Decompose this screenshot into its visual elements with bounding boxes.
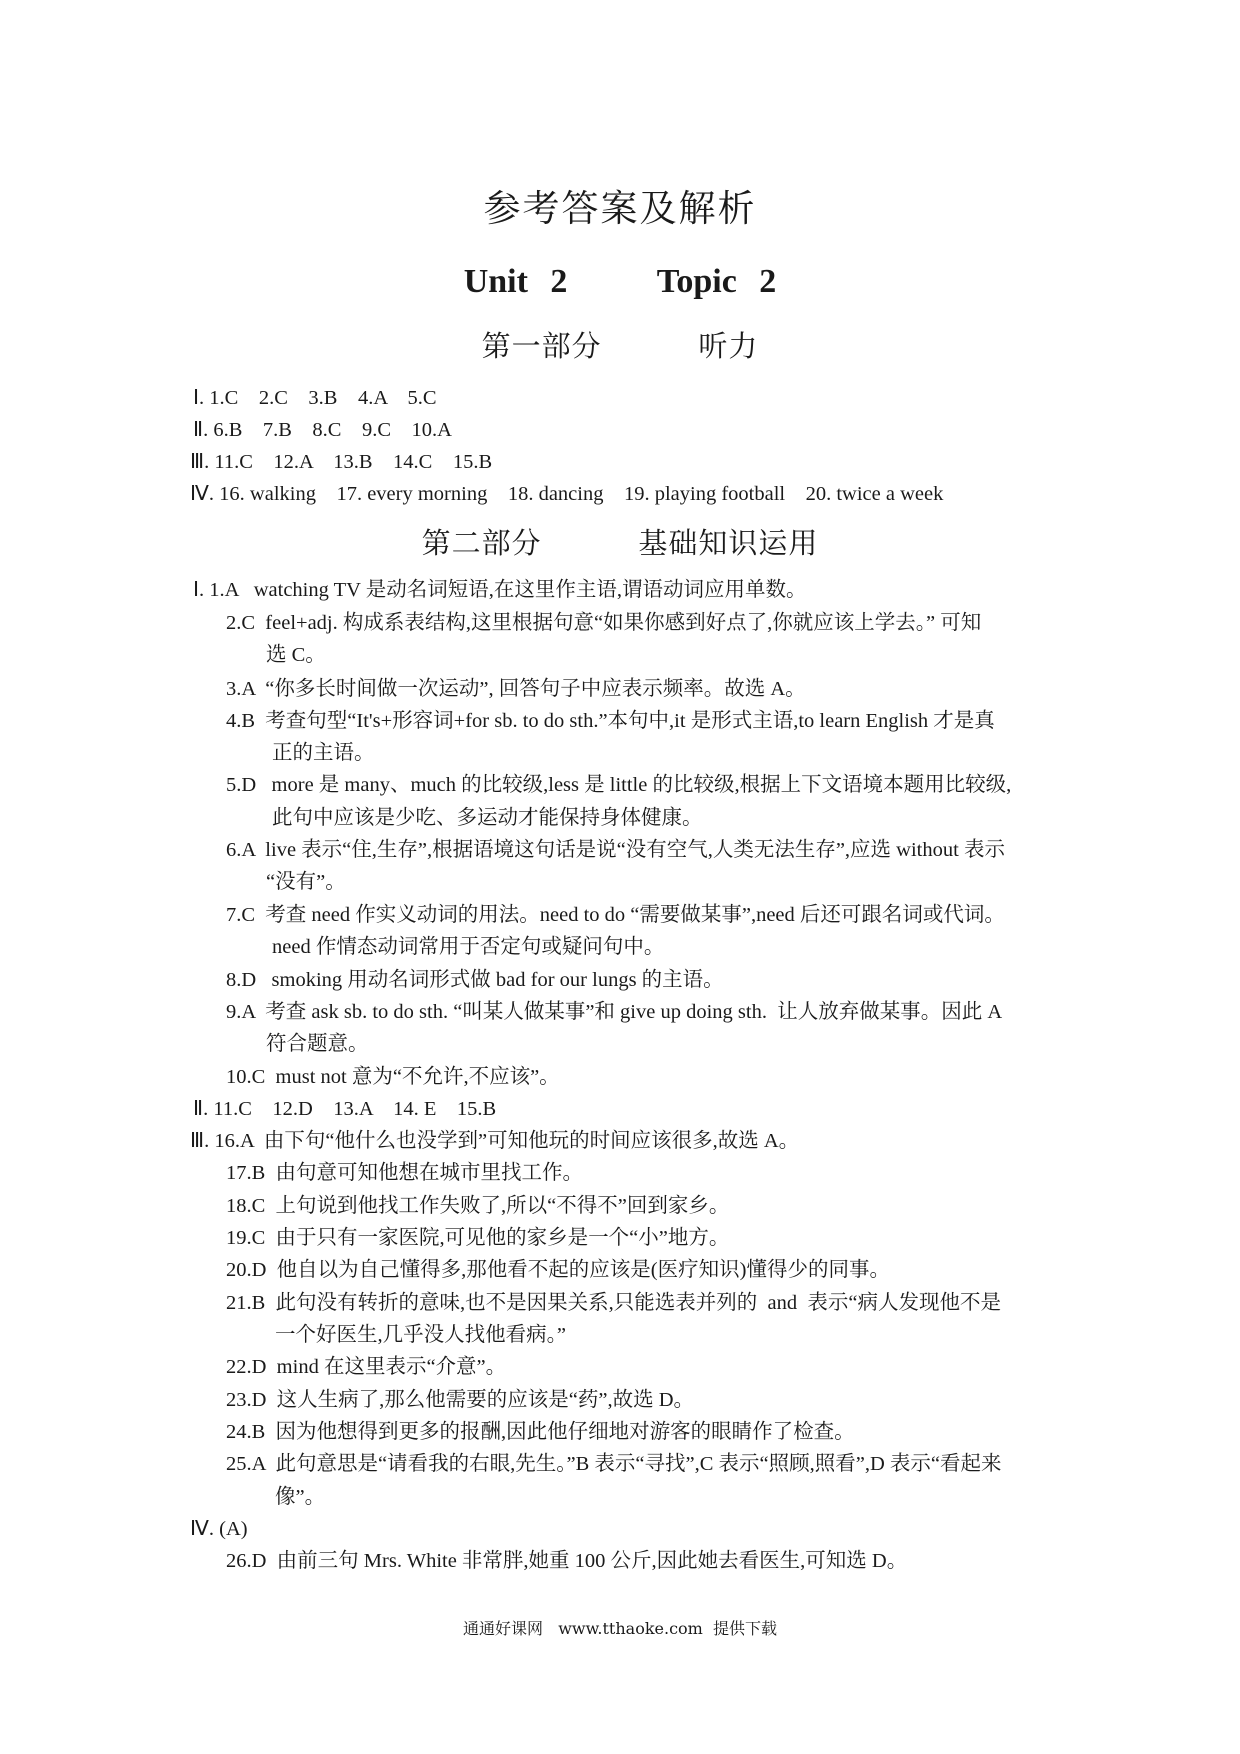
answer-line: 9.A 考查 ask sb. to do sth. “叫某人做某事”和 give up doing sth. 让人放弃做某事。因此 A — [226, 1001, 1003, 1023]
answer-line: 正的主语。 — [272, 742, 375, 764]
section-title-basics: 第二部分 基础知识运用 — [421, 526, 819, 560]
answer-line: 26.D 由前三句 Mrs. White 非常胖,她重 100 公斤,因此她去看医生,可知选 D。 — [226, 1550, 908, 1572]
answer-line: 3.A “你多长时间做一次运动”, 回答句子中应表示频率。故选 A。 — [226, 678, 806, 700]
answer-line: 18.C 上句说到他找工作失败了,所以“不得不”回到家乡。 — [226, 1195, 730, 1217]
answer-line: 像”。 — [275, 1486, 326, 1508]
answer-line: 20.D 他自以为自己懂得多,那他看不起的应该是(医疗知识)懂得少的同事。 — [226, 1259, 890, 1281]
answer-line: 符合题意。 — [266, 1033, 369, 1055]
answer-line: 7.C 考查 need 作实义动词的用法。need to do “需要做某事”,need 后还可跟名词或代词。 — [226, 904, 1005, 926]
answer-line: 4.B 考查句型“It's+形容词+for sb. to do sth.”本句中,it 是形式主语,to learn English 才是真 — [226, 710, 995, 732]
listening-line: Ⅳ. 16. walking 17. every morning 18. dancing 19. playing football 20. twice a week — [190, 483, 944, 505]
answer-line: 2.C feel+adj. 构成系表结构,这里根据句意“如果你感到好点了,你就应该上学去。” 可知 — [226, 612, 982, 634]
answer-line: Ⅰ. 1.A watching TV 是动名词短语,在这里作主语,谓语动词应用单数。 — [193, 579, 807, 601]
answer-line: 24.B 因为他想得到更多的报酬,因此他仔细地对游客的眼睛作了检查。 — [226, 1421, 855, 1443]
answer-line: Ⅲ. 16.A 由下句“他什么也没学到”可知他玩的时间应该很多,故选 A。 — [190, 1130, 800, 1152]
answer-line: 21.B 此句没有转折的意味,也不是因果关系,只能选表并列的 and 表示“病人发现他不是 — [226, 1292, 1001, 1314]
answer-line: 23.D 这人生病了,那么他需要的应该是“药”,故选 D。 — [226, 1389, 695, 1411]
listening-line: Ⅱ. 6.B 7.B 8.C 9.C 10.A — [193, 419, 452, 441]
answer-line: 5.D more 是 many、much 的比较级,less 是 little 的比较级,根据上下文语境本题用比较级, — [226, 774, 1012, 796]
answer-line: 此句中应该是少吃、多运动才能保持身体健康。 — [272, 807, 703, 829]
answer-line: 选 C。 — [266, 644, 326, 666]
answer-line: 17.B 由句意可知他想在城市里找工作。 — [226, 1162, 584, 1184]
page-title: 参考答案及解析 — [483, 187, 757, 230]
answer-line: Ⅳ. (A) — [190, 1518, 248, 1540]
answer-line: Ⅱ. 11.C 12.D 13.A 14. E 15.B — [193, 1098, 497, 1120]
answer-line: need 作情态动词常用于否定句或疑问句中。 — [272, 936, 665, 958]
answer-line: 8.D smoking 用动名词形式做 bad for our lungs 的主语。 — [226, 969, 724, 991]
answer-line: “没有”。 — [266, 871, 346, 893]
footer-credit: 通通好课网 www.tthaoke.com 提供下载 — [462, 1619, 778, 1638]
listening-line: Ⅲ. 11.C 12.A 13.B 14.C 15.B — [190, 451, 493, 473]
answer-line: 一个好医生,几乎没人找他看病。” — [275, 1324, 566, 1346]
listening-line: Ⅰ. 1.C 2.C 3.B 4.A 5.C — [193, 387, 437, 409]
answer-line: 10.C must not 意为“不允许,不应该”。 — [226, 1066, 560, 1088]
answer-line: 25.A 此句意思是“请看我的右眼,先生。”B 表示“寻找”,C 表示“照顾,照看”,D 表示“看起来 — [226, 1453, 1002, 1475]
section-title-listening: 第一部分 听力 — [481, 329, 759, 363]
unit-title: Unit 2 Topic 2 — [463, 263, 777, 300]
answer-line: 22.D mind 在这里表示“介意”。 — [226, 1356, 507, 1378]
answer-line: 6.A live 表示“住,生存”,根据语境这句话是说“没有空气,人类无法生存”,应选 without 表示 — [226, 839, 1005, 861]
answer-line: 19.C 由于只有一家医院,可见他的家乡是一个“小”地方。 — [226, 1227, 730, 1249]
